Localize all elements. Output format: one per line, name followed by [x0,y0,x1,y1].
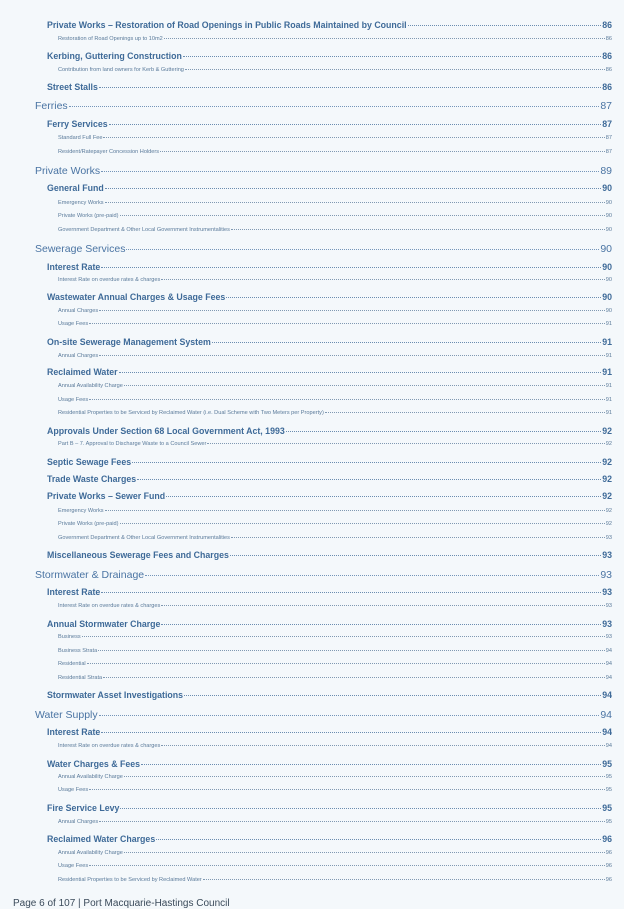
toc-entry-page: 95 [605,787,612,793]
toc-entry-title: Interest Rate on overdue rates & charges [58,743,161,749]
toc-entry-page: 94 [605,743,612,749]
toc-entry-title: Private Works (pre-paid) [58,213,119,219]
toc-entry[interactable] [58,535,612,541]
toc-entry-title: Resident/Ratepayer Concession Holders [58,149,160,155]
toc-entry-page: 96 [605,850,612,856]
toc-entry-page: 96 [602,834,612,844]
dot-leader [101,732,601,733]
toc-entry-page: 93 [600,569,612,581]
page-footer: Page 6 of 107 | Port Macquarie-Hastings Council [13,898,230,909]
toc-entry-page: 96 [605,863,612,869]
toc-entry-page: 95 [602,759,612,769]
dot-leader [161,745,604,746]
toc-entry[interactable] [58,521,612,527]
toc-entry-page: 90 [605,200,612,206]
toc-entry-page: 87 [600,100,612,112]
toc-entry-title: General Fund [47,183,104,193]
dot-leader [89,399,605,400]
toc-entry-page: 94 [602,727,612,737]
dot-leader [105,202,605,203]
toc-entry[interactable] [47,474,612,484]
toc-entry-page: 91 [605,321,612,327]
toc-entry-title: Usage Fees [58,787,89,793]
dot-leader [231,537,605,538]
toc-entry[interactable] [58,227,612,233]
toc-entry-title: Fire Service Levy [47,803,120,813]
toc-entry-title: Private Works – Sewer Fund [47,491,166,501]
dot-leader [103,677,605,678]
toc-entry-page: 94 [605,675,612,681]
toc-entry-title: Private Works [35,165,101,177]
dot-leader [137,479,601,480]
toc-entry-title: Stormwater Asset Investigations [47,690,184,700]
toc-entry-title: Annual Availability Charge [58,383,123,389]
toc-entry-title: Government Department & Other Local Government Instrumentalities [58,535,230,541]
toc-entry-title: Usage Fees [58,863,89,869]
toc-entry[interactable] [35,243,612,255]
dot-leader [101,592,601,593]
toc-entry[interactable] [58,36,612,42]
toc-entry-page: 90 [602,262,612,272]
toc-entry[interactable] [47,367,612,377]
toc-entry-title: Emergency Works [58,508,104,514]
toc-entry[interactable] [58,603,612,609]
dot-leader [101,267,601,268]
toc-entry-title: Government Department & Other Local Government Instrumentalities [58,227,230,233]
dot-leader [212,342,601,343]
toc-entry-title: Annual Charges [58,308,99,314]
toc-entry[interactable] [47,587,612,597]
toc-entry[interactable] [58,67,612,73]
toc-entry-page: 91 [605,353,612,359]
toc-entry-page: 89 [600,165,612,177]
toc-entry-title: Street Stalls [47,82,98,92]
toc-entry-page: 95 [605,819,612,825]
toc-entry-title: Ferry Services [47,119,108,129]
dot-leader [166,496,601,497]
toc-entry-title: Private Works (pre-paid) [58,521,119,527]
toc-entry[interactable] [58,135,612,141]
toc-entry-page: 91 [602,367,612,377]
dot-leader [226,297,601,298]
dot-leader [98,650,605,651]
dot-leader [99,355,605,356]
toc-entry-title: Stormwater & Drainage [35,569,145,581]
dot-leader [183,56,601,57]
toc-entry-page: 92 [605,521,612,527]
toc-entry[interactable] [58,877,612,883]
dot-leader [103,137,604,138]
toc-entry-title: Kerbing, Guttering Construction [47,51,182,61]
toc-entry-title: Water Supply [35,709,98,721]
toc-entry[interactable] [58,383,612,389]
toc-entry-page: 87 [605,149,612,155]
toc-entry[interactable] [58,277,612,283]
toc-entry[interactable] [58,863,612,869]
toc-entry-page: 90 [605,213,612,219]
toc-entry-page: 90 [602,292,612,302]
toc-entry[interactable] [58,200,612,206]
toc-entry[interactable] [58,648,612,654]
toc-entry-page: 91 [605,410,612,416]
toc-entry-title: Water Charges & Fees [47,759,141,769]
dot-leader [82,636,605,637]
toc-entry-page: 91 [602,337,612,347]
toc-entry-page: 95 [605,774,612,780]
toc-entry-title: Trade Waste Charges [47,474,137,484]
toc-entry-title: Restoration of Road Openings up to 10m2 [58,36,163,42]
toc-entry-page: 86 [602,20,612,30]
toc-entry-page: 94 [605,661,612,667]
dot-leader [120,808,601,809]
dot-leader [69,106,600,107]
toc-entry-title: Usage Fees [58,321,89,327]
toc-entry-page: 87 [602,119,612,129]
toc-entry-page: 94 [605,648,612,654]
dot-leader [207,443,604,444]
toc-entry[interactable] [47,337,612,347]
toc-entry-page: 91 [605,397,612,403]
dot-leader [101,171,599,172]
toc-entry-page: 94 [600,709,612,721]
toc-entry-page: 86 [605,67,612,73]
toc-entry[interactable] [58,675,612,681]
toc-entry[interactable] [58,441,612,447]
toc-entry[interactable] [35,569,612,581]
toc-entry-title: Residential Properties to be Serviced by Reclaimed Water (i.e. Dual Scheme with Two Meters per Property) [58,410,324,416]
toc-entry-title: Residential Properties to be Serviced by Reclaimed Water [58,877,202,883]
toc-entry[interactable] [47,262,612,272]
toc-entry-title: Private Works – Restoration of Road Openings in Public Roads Maintained by Council [47,20,407,30]
dot-leader [124,776,605,777]
toc-entry-page: 87 [605,135,612,141]
toc-entry[interactable] [58,743,612,749]
toc-entry-title: Annual Stormwater Charge [47,619,161,629]
toc-entry-title: Interest Rate [47,587,101,597]
dot-leader [408,25,602,26]
toc-entry-page: 93 [605,535,612,541]
toc-entry-page: 95 [602,803,612,813]
toc-entry-page: 96 [605,877,612,883]
toc-entry-page: 86 [602,82,612,92]
toc-entry-page: 86 [602,51,612,61]
toc-entry[interactable] [35,165,612,177]
toc-entry-page: 90 [602,183,612,193]
toc-entry[interactable] [58,508,612,514]
dot-leader [325,412,605,413]
toc-entry-title: Reclaimed Water Charges [47,834,156,844]
dot-leader [120,215,605,216]
dot-leader [132,462,601,463]
toc-entry-title: Annual Charges [58,819,99,825]
toc-entry-page: 93 [602,619,612,629]
toc-entry[interactable] [58,634,612,640]
toc-entry-title: Interest Rate [47,262,101,272]
toc-entry-title: Interest Rate [47,727,101,737]
dot-leader [164,38,605,39]
toc-entry-page: 92 [602,491,612,501]
toc-entry-title: Interest Rate on overdue rates & charges [58,277,161,283]
toc-entry[interactable] [58,308,612,314]
toc-entry[interactable] [47,82,612,92]
toc-entry[interactable] [58,850,612,856]
dot-leader [105,510,605,511]
toc-entry-title: Wastewater Annual Charges & Usage Fees [47,292,226,302]
toc-entry[interactable] [58,321,612,327]
dot-leader [99,715,600,716]
dot-leader [145,575,599,576]
dot-leader [203,879,605,880]
toc-entry[interactable] [47,803,612,813]
toc-entry[interactable] [47,51,612,61]
toc-entry-page: 92 [602,457,612,467]
toc-entry-title: Miscellaneous Sewerage Fees and Charges [47,550,229,560]
toc-entry[interactable] [58,774,612,780]
toc-entry-title: Sewerage Services [35,243,126,255]
toc-entry-title: On-site Sewerage Management System [47,337,211,347]
toc-entry-title: Usage Fees [58,397,89,403]
dot-leader [105,188,602,189]
toc-entry-title: Residential [58,661,86,667]
dot-leader [109,124,602,125]
dot-leader [89,865,605,866]
dot-leader [161,279,604,280]
toc-entry[interactable] [47,292,612,302]
toc-entry[interactable] [47,491,612,501]
dot-leader [161,605,604,606]
dot-leader [160,151,605,152]
toc-entry-title: Approvals Under Section 68 Local Government Act, 1993 [47,426,285,436]
dot-leader [286,431,601,432]
dot-leader [119,372,602,373]
toc-entry-page: 92 [605,508,612,514]
toc-entry-page: 90 [605,308,612,314]
toc-entry-title: Annual Availability Charge [58,774,123,780]
dot-leader [126,249,599,250]
toc-entry-page: 92 [602,426,612,436]
toc-entry[interactable] [47,550,612,560]
dot-leader [99,87,601,88]
toc-entry-page: 90 [600,243,612,255]
toc-entry[interactable] [58,661,612,667]
toc-entry-title: Emergency Works [58,200,104,206]
toc-entry-title: Septic Sewage Fees [47,457,132,467]
toc-entry-title: Business [58,634,81,640]
toc-entry-title: Reclaimed Water [47,367,118,377]
toc-entry-page: 92 [602,474,612,484]
toc-entry[interactable] [47,20,612,30]
toc-entry[interactable] [47,727,612,737]
toc-entry[interactable] [47,690,612,700]
dot-leader [156,839,601,840]
toc-entry-page: 93 [602,587,612,597]
dot-leader [161,624,601,625]
toc-entry-title: Residential Strata [58,675,103,681]
toc-entry-page: 94 [602,690,612,700]
dot-leader [184,695,601,696]
toc-entry-page: 92 [605,441,612,447]
toc-entry-title: Annual Availability Charge [58,850,123,856]
toc-entry-page: 90 [605,227,612,233]
toc-entry[interactable] [47,619,612,629]
toc-entry[interactable] [58,397,612,403]
toc-entry[interactable] [58,787,612,793]
dot-leader [87,663,605,664]
dot-leader [89,789,605,790]
toc-entry-page: 86 [605,36,612,42]
toc-entry[interactable] [58,353,612,359]
toc-entry[interactable] [47,457,612,467]
dot-leader [124,852,605,853]
toc-entry[interactable] [58,213,612,219]
toc-entry-title: Part B – 7. Approval to Discharge Waste to a Council Sewer [58,441,207,447]
dot-leader [141,764,601,765]
toc-entry[interactable] [58,149,612,155]
toc-entry[interactable] [58,410,612,416]
toc-entry-page: 93 [605,634,612,640]
toc-entry-title: Business Strata [58,648,98,654]
toc-entry-title: Contribution from land owners for Kerb & Guttering [58,67,184,73]
dot-leader [230,555,601,556]
toc-entry[interactable] [47,759,612,769]
dot-leader [89,323,605,324]
dot-leader [124,385,605,386]
toc-entry[interactable] [47,834,612,844]
dot-leader [99,821,605,822]
toc-entry[interactable] [35,100,612,112]
toc-entry-page: 91 [605,383,612,389]
dot-leader [231,229,605,230]
toc-entry-title: Standard Full Fee [58,135,103,141]
toc-entry-page: 90 [605,277,612,283]
toc-entry[interactable] [47,183,612,193]
toc-entry-page: 93 [602,550,612,560]
dot-leader [120,523,605,524]
toc-entry-page: 93 [605,603,612,609]
toc-entry-title: Annual Charges [58,353,99,359]
toc-entry[interactable] [47,426,612,436]
toc-entry-title: Interest Rate on overdue rates & charges [58,603,161,609]
toc-entry[interactable] [58,819,612,825]
toc-entry[interactable] [47,119,612,129]
dot-leader [99,310,605,311]
dot-leader [185,69,605,70]
toc-entry[interactable] [35,709,612,721]
toc-entry-title: Ferries [35,100,68,112]
